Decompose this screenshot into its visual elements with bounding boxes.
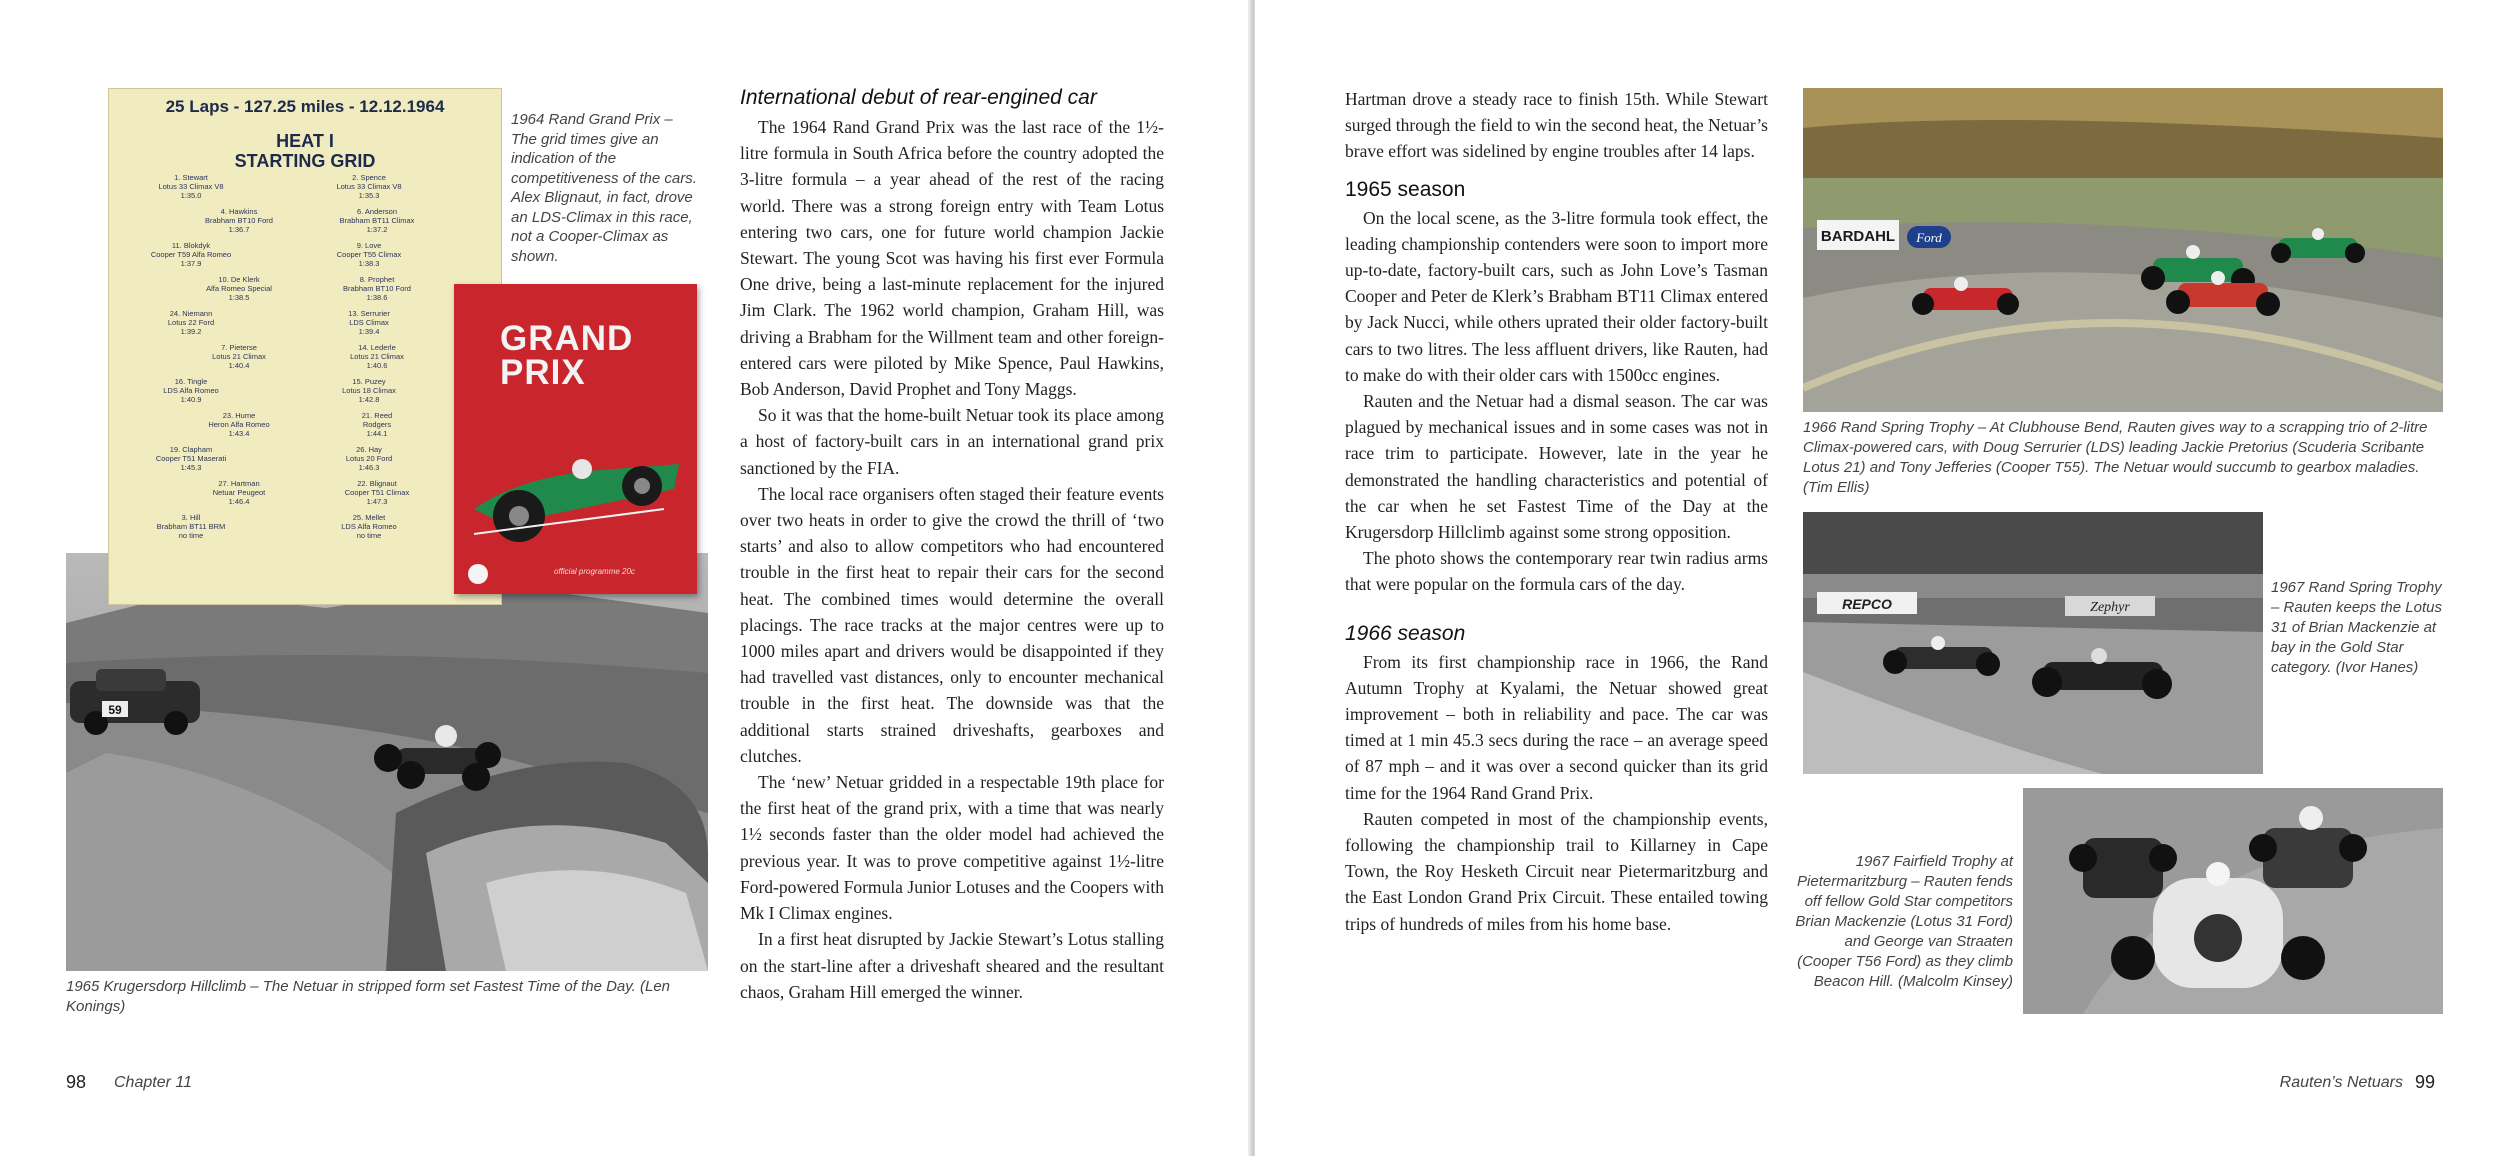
grid-entry-name: 6. Anderson	[356, 207, 398, 216]
grid-entry	[317, 343, 437, 370]
grid-entry-name: 4. Hawkins	[220, 207, 258, 216]
grid-entry	[131, 241, 251, 268]
section-heading-1965: 1965 season	[1345, 177, 1466, 201]
grid-entry	[309, 173, 429, 200]
grid-subtitle: STARTING GRID	[234, 151, 376, 171]
grid-entry-name: 19. Clapham	[169, 445, 213, 454]
grid-entry-time: 1:44.1	[366, 429, 388, 438]
grid-entry-time: 1:38.3	[358, 259, 380, 268]
body-paragraph: In a first heat disrupted by Jackie Stewart’s Lotus stalling on the start-line after a driveshaft sheared and the resultant chaos, Graham Hill emerged the winner.	[740, 929, 1164, 1002]
bardahl-sign: BARDAHL	[1820, 228, 1896, 245]
section-1966-text	[1345, 649, 1768, 937]
body-paragraph: On the local scene, as the 3-litre formula took effect, the leading championship contenders were soon to import more up-to-date, factory-built cars, such as John Love’s Tasman Cooper and Peter de Klerk’s Brabham BT11 Climax entered by Jack Nucci, while others uprated their older factory-built cars to two litres. The less affluent drivers, like Rauten, had to make do with their older cars with 1500cc engines.	[1345, 207, 1768, 385]
grid-entry-car: Brabham BT10 Ford	[343, 284, 411, 293]
zephyr-sign: Zephyr	[2090, 600, 2130, 615]
page-number-left: 98	[66, 1072, 87, 1092]
grid-entry-name: 1. Stewart	[174, 173, 208, 182]
programme-badge	[468, 564, 488, 584]
grid-entry-name: 21. Reed	[361, 411, 393, 420]
grid-entry	[179, 275, 299, 302]
grid-entry	[309, 377, 429, 404]
grid-entry-time: 1:39.2	[180, 327, 202, 336]
grid-entry-time: 1:43.4	[228, 429, 250, 438]
grid-entry-name: 15. Puzey	[352, 377, 386, 386]
grid-entry-time: 1:46.4	[228, 497, 250, 506]
grid-entry	[131, 445, 251, 472]
grid-entry-car: Lotus 18 Climax	[342, 386, 396, 395]
grid-entry	[179, 207, 299, 234]
grid-entry-name: 24. Niemann	[169, 309, 213, 318]
grid-entry	[317, 275, 437, 302]
grid-entry	[131, 513, 251, 540]
chapter-label: Chapter 11	[114, 1074, 192, 1091]
body-paragraph: The local race organisers often staged their feature events over two heats in order to give the crowd the thrill of ‘two starts’ and also to allow competitors who had encountered trouble in the first heat to repair their cars for the second heat. The combined times would determine the overall placings. The race tracks at the major centres were up to 1000 miles apart and drivers would be disappointed if they had travelled vast distances, only to encounter mechanical trouble in the first heat. The downside was that the additional starts strained driveshafts, gearboxes and clutches.	[740, 483, 1164, 766]
grid-entry-time: 1:46.3	[358, 463, 380, 472]
hillclimb-photo	[66, 553, 708, 971]
grid-entry-car: Brabham BT11 BRM	[156, 522, 226, 531]
body-paragraph: The 1964 Rand Grand Prix was the last race of the 1½-litre formula in South Africa before the country adopted the 3-litre formula – a year ahead of the rest of the racing world. There was a strong foreign entry with Team Lotus entering two cars, one for future world champion Jackie Stewart. The young Scot was having his first ever Formula One drive, being a last-minute replacement for the injured Jim Clark. The 1962 world champion, Graham Hill, was driving a Brabham for the Willment team and other foreign-entered cars were piloted by Mike Spence, Paul Hawkins, Bob Anderson, David Prophet and Tony Maggs.	[740, 117, 1164, 400]
left-page	[0, 0, 1250, 1156]
programme-car-illustration	[464, 414, 689, 554]
grid-heat-title: HEAT I	[276, 131, 334, 151]
grid-entry-car: Alfa Romeo Special	[206, 284, 272, 293]
hillclimb-caption: 1965 Krugersdorp Hillclimb – The Netuar in stripped form set Fastest Time of the Day. (Len Konings)	[66, 978, 671, 1015]
ford-sign: Ford	[1916, 230, 1942, 245]
grid-entry-name: 26. Hay	[356, 445, 382, 454]
grid-entry-car: Cooper T51 Climax	[344, 488, 410, 497]
grid-entry-car: LDS Climax	[349, 318, 389, 327]
body-paragraph: The ‘new’ Netuar gridded in a respectable 19th place for the first heat of the grand prix, with a time that was nearly 1½ seconds faster than the older model had achieved the previous year. It was to prove competitive against 1½-litre Ford-powered Formula Junior Lotuses and the Coopers with Mk I Climax engines.	[740, 772, 1164, 924]
section-heading-1966: 1966 season	[1345, 621, 1466, 645]
grid-entry-car: Brabham BT10 Ford	[205, 216, 273, 225]
car-number-label: 59	[108, 703, 122, 717]
grid-entry-car: Lotus 33 Climax V8	[158, 182, 224, 191]
grid-entry-time: 1:35.0	[180, 191, 202, 200]
grid-entry-name: 3. Hill	[181, 513, 201, 522]
grid-entry	[131, 377, 251, 404]
grid-entry-car: Cooper T51 Maserati	[155, 454, 227, 463]
fairfield-trophy-photo	[2023, 788, 2443, 1014]
grid-entry-car: Lotus 21 Climax	[350, 352, 404, 361]
programme-title: GRAND PRIX	[500, 319, 634, 392]
grid-entry-time: no time	[356, 531, 382, 540]
grid-entry-car: Rodgers	[362, 420, 392, 429]
grid-entry	[309, 445, 429, 472]
grid-entry-time: 1:42.8	[358, 395, 380, 404]
body-paragraph: The photo shows the contemporary rear twin radius arms that were popular on the formula cars of the day.	[1345, 548, 1768, 595]
body-paragraph: From its first championship race in 1966, the Rand Autumn Trophy at Kyalami, the Netuar showed great improvement – both in reliability and pace. The car was timed at 1 min 45.3 secs during the race – an average speed of 87 mph – and it was over a second quicker than its grid time for the 1964 Rand Grand Prix.	[1345, 651, 1768, 803]
grid-entry-name: 16. Tingle	[174, 377, 208, 386]
grid-race-details: 25 Laps - 127.25 miles - 12.12.1964	[165, 97, 445, 116]
grid-entry-car: Lotus 33 Climax V8	[336, 182, 402, 191]
fairfield-trophy-caption: 1967 Fairfield Trophy at Pietermaritzburg – Rauten fends off fellow Gold Star competitors Brian Mackenzie (Lotus 31 Ford) and George van Straaten (Cooper T56 Ford) as they climb Beacon Hill. (Malcolm Kinsey)	[1795, 853, 2013, 990]
grid-entry	[317, 479, 437, 506]
grid-entry-name: 11. Blokdyk	[171, 241, 211, 250]
grid-entry-time: 1:40.9	[180, 395, 202, 404]
grid-entry-car: Lotus 22 Ford	[167, 318, 215, 327]
grid-entry-name: 14. Lederle	[358, 343, 396, 352]
grid-entry-name: 8. Prophet	[359, 275, 395, 284]
left-article	[740, 86, 1164, 1005]
intro-paragraph: Hartman drove a steady race to finish 15th. While Stewart surged through the field to win the second heat, the Netuar’s brave effort was sidelined by engine troubles after 14 laps.	[1345, 89, 1768, 162]
grid-entry	[309, 513, 429, 540]
grid-entry-name: 10. De Klerk	[218, 275, 260, 284]
body-paragraph: So it was that the home-built Netuar took its place among a host of factory-built cars in an international grand prix sanctioned by the FIA.	[740, 405, 1164, 478]
grid-entry-car: Lotus 21 Climax	[212, 352, 266, 361]
body-paragraph: Rauten and the Netuar had a dismal season. The car was plagued by mechanical issues and in some cases was not in race trim to participate. However, late in the year he demonstrated the handling characteristics and potential of the car when he set Fastest Time of the Day at the Krugersdorp Hillclimb against some strong opposition.	[1345, 391, 1768, 543]
book-title-label: Rauten’s Netuars	[2279, 1074, 2403, 1091]
page-number-right: 99	[2415, 1072, 2436, 1092]
grid-entry-name: 23. Hume	[222, 411, 256, 420]
repco-sign: REPCO	[1842, 596, 1892, 612]
left-body-text	[740, 114, 1164, 1005]
grid-entry-time: 1:38.6	[366, 293, 388, 302]
grid-entry	[317, 207, 437, 234]
grid-entry-name: 13. Serrurier	[348, 309, 390, 318]
grid-entry-time: 1:39.4	[358, 327, 380, 336]
rand-spring-trophy-1966-photo	[1803, 88, 2443, 412]
grid-entry-time: 1:37.2	[366, 225, 388, 234]
right-article	[1345, 86, 1768, 937]
grid-entry-time: 1:45.3	[180, 463, 202, 472]
grid-entry-time: 1:38.5	[228, 293, 250, 302]
grid-entry-car: Heron Alfa Romeo	[208, 420, 270, 429]
grid-entry-name: 27. Hartman	[218, 479, 260, 488]
starting-grid-sheet	[108, 88, 502, 605]
grid-entry-car: Cooper T59 Alfa Romeo	[150, 250, 232, 259]
grid-entry	[309, 309, 429, 336]
grid-entry	[179, 343, 299, 370]
right-page	[1255, 0, 2510, 1156]
grand-prix-programme-cover	[454, 284, 697, 594]
rand-spring-trophy-1966-caption: 1966 Rand Spring Trophy – At Clubhouse Bend, Rauten gives way to a scrapping trio of 2-litre Climax-powered cars, with Doug Serrurier (LDS) leading Jackie Pretorius (Scuderia Scribante Lotus 21) and Tony Jefferies (Cooper T55). The Netuar would succumb to gearbox maladies. (Tim Ellis)	[1803, 419, 2428, 496]
grid-entry-car: Cooper T55 Climax	[336, 250, 402, 259]
grid-entry-name: 9. Love	[356, 241, 382, 250]
grid-entry-time: 1:40.6	[366, 361, 388, 370]
grid-caption: 1964 Rand Grand Prix – The grid times give an indication of the competitiveness of the cars. Alex Blignaut, in fact, drove an LDS-Climax in this race, not a Cooper-Climax as shown.	[511, 111, 697, 265]
rand-spring-trophy-1967-caption: 1967 Rand Spring Trophy – Rauten keeps the Lotus 31 of Brian Mackenzie at bay in the Gold Star category. (Ivor Hanes)	[2271, 579, 2442, 676]
grid-entry	[131, 173, 251, 200]
grid-entry-time: 1:35.3	[358, 191, 380, 200]
section-heading-international-debut: International debut of rear-engined car	[740, 86, 1097, 109]
rand-spring-trophy-1967-photo	[1803, 512, 2263, 774]
programme-footer-text: official programme 20c	[554, 567, 635, 576]
grid-entry-time: 1:47.3	[366, 497, 388, 506]
grid-entry	[317, 411, 437, 438]
grid-entry-time: no time	[178, 531, 204, 540]
grid-entry-car: Brabham BT11 Climax	[339, 216, 415, 225]
grid-entry-name: 2. Spence	[352, 173, 386, 182]
grid-entry-time: 1:37.9	[180, 259, 202, 268]
grid-entry-time: 1:36.7	[228, 225, 250, 234]
grid-entry-car: LDS Alfa Romeo	[341, 522, 397, 531]
grid-entry-name: 7. Pieterse	[221, 343, 257, 352]
grid-entry-name: 25. Mellet	[352, 513, 386, 522]
grid-entry-car: LDS Alfa Romeo	[163, 386, 219, 395]
grid-entry	[179, 479, 299, 506]
grid-entry-car: Netuar Peugeot	[212, 488, 266, 497]
section-1965-text	[1345, 205, 1768, 598]
grid-entry	[309, 241, 429, 268]
grid-entry	[131, 309, 251, 336]
grid-entry-car: Lotus 20 Ford	[345, 454, 393, 463]
grid-entry-name: 22. Blignaut	[357, 479, 397, 488]
grid-entry	[179, 411, 299, 438]
grid-entry-time: 1:40.4	[228, 361, 250, 370]
body-paragraph: Rauten competed in most of the championship events, following the championship trail to Killarney in Cape Town, the Roy Hesketh Circuit near Pietermaritzburg and the East London Grand Prix Circuit. These entailed towing trips of hundreds of miles from his home base.	[1345, 808, 1768, 934]
